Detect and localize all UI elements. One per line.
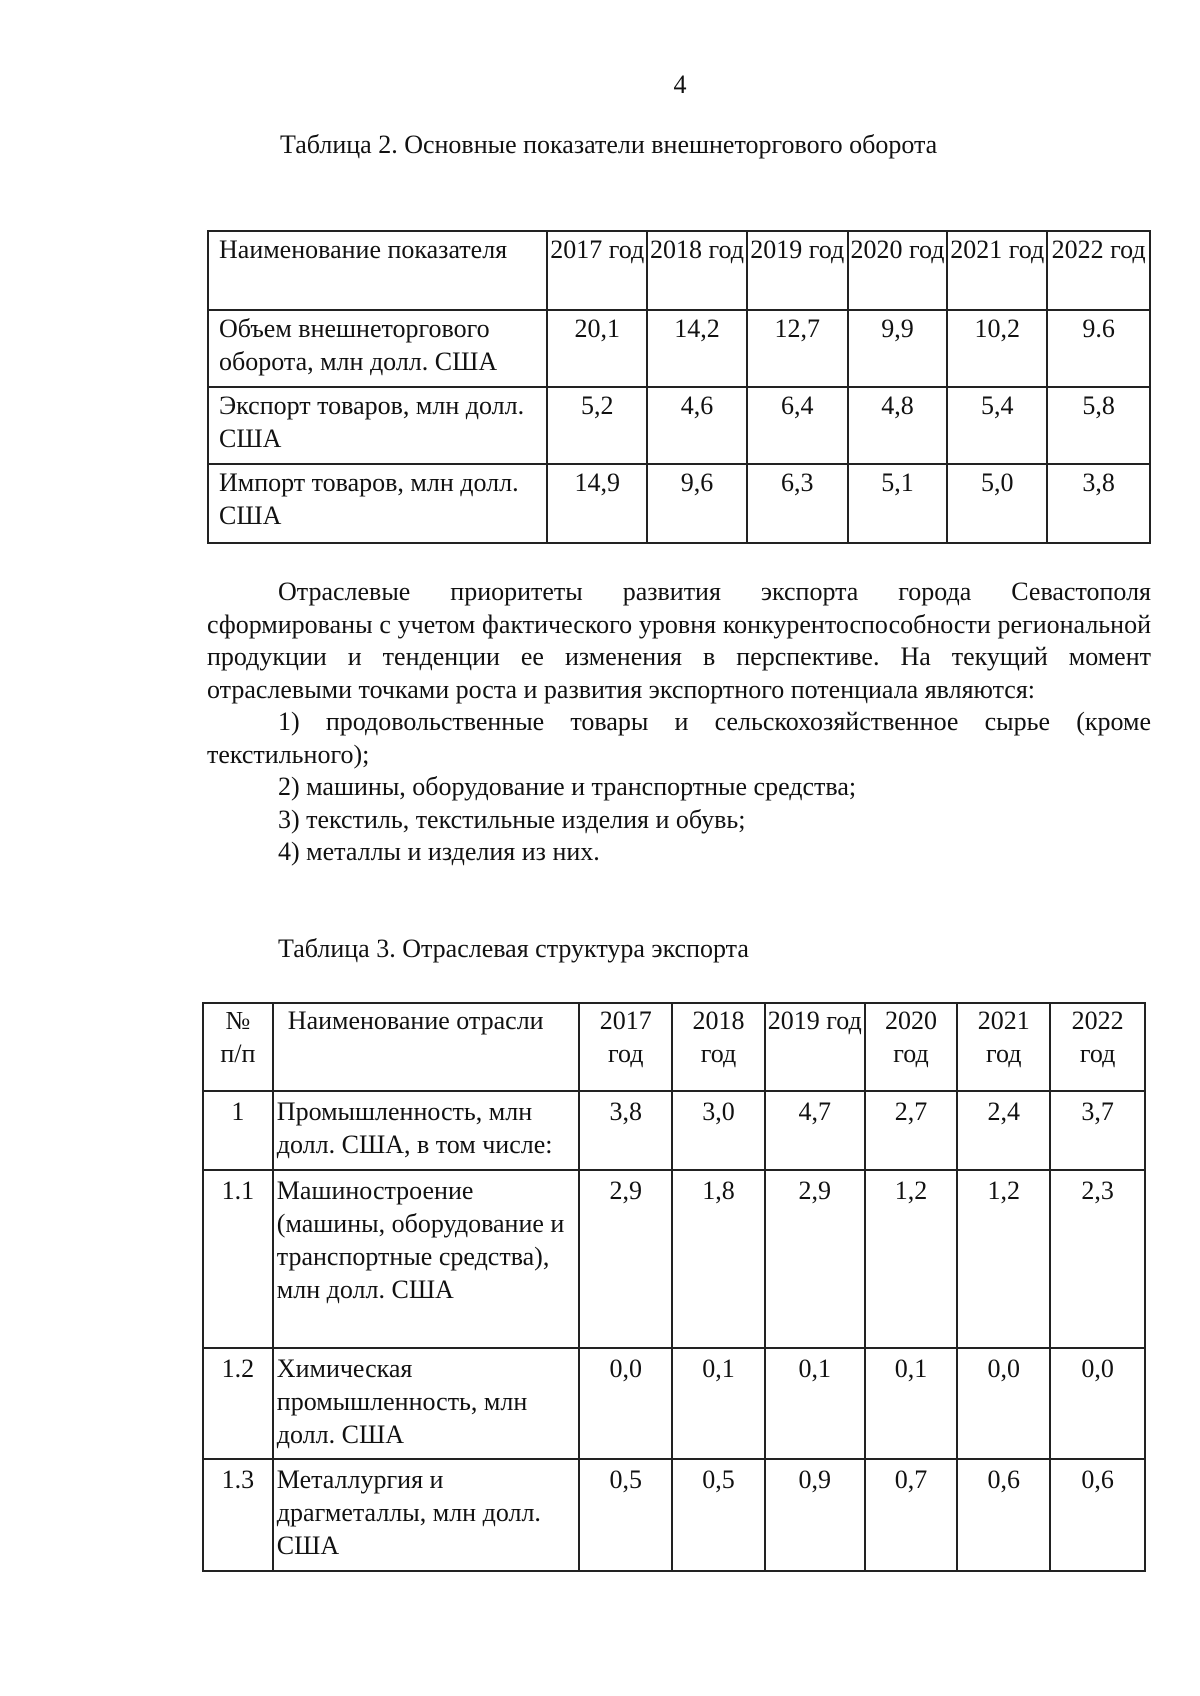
foreign-trade-table: [207, 230, 1151, 544]
header-no-line2: п/п: [220, 1039, 256, 1068]
table-cell: 0,1: [672, 1348, 765, 1459]
row-label: Химическая промышленность, млн долл. США: [273, 1348, 580, 1459]
row-number: 1.2: [203, 1348, 273, 1459]
table-row: [203, 1348, 1145, 1459]
row-label: Промышленность, млн долл. США, в том числе:: [273, 1091, 580, 1170]
table-cell: 5,1: [848, 464, 948, 543]
table-cell: 2,9: [579, 1170, 672, 1348]
table-cell: 1,8: [672, 1170, 765, 1348]
table-cell: 0,5: [672, 1459, 765, 1571]
table-row: [208, 310, 1150, 387]
header-cell: 2018 год: [647, 231, 747, 310]
row-label: Объем внешнеторгового оборота, млн долл. США: [208, 310, 547, 387]
table-cell: 20,1: [547, 310, 647, 387]
header-cell: Наименование отрасли: [273, 1003, 580, 1091]
table-cell: 9,9: [848, 310, 948, 387]
header-cell: 2018 год: [672, 1003, 765, 1091]
header-cell: 2020 год: [848, 231, 948, 310]
table-caption: Таблица 2. Основные показатели внешнеторгового оборота: [280, 130, 938, 159]
table-cell: 2,7: [865, 1091, 958, 1170]
table-cell: 6,3: [747, 464, 848, 543]
table-cell: 6,4: [747, 387, 848, 464]
table-caption: Таблица 3. Отраслевая структура экспорта: [278, 934, 749, 963]
list-item: 1) продовольственные товары и сельскохозяйственное сырье (кроме текстильного);: [207, 707, 1151, 769]
table-cell: 0,9: [765, 1459, 865, 1571]
table-cell: 0,6: [957, 1459, 1050, 1571]
table-cell: 5,8: [1047, 387, 1150, 464]
table-cell: 3,7: [1050, 1091, 1145, 1170]
header-cell: 2021 год: [947, 231, 1047, 310]
table-cell: 3,8: [579, 1091, 672, 1170]
row-label: Машиностроение (машины, оборудование и транспортные средства), млн долл. США: [273, 1170, 580, 1348]
table-cell: 4,6: [647, 387, 747, 464]
table-row: [203, 1170, 1145, 1348]
table-cell: 0,0: [957, 1348, 1050, 1459]
list-item: 2) машины, оборудование и транспортные средства;: [278, 772, 857, 801]
header-cell: 2022 год: [1050, 1003, 1145, 1091]
table-cell: 2,4: [957, 1091, 1050, 1170]
body-paragraph: Отраслевые приоритеты развития экспорта города Севастополя сформированы с учетом фактического уровня конкурентоспособности региональной продукции и тенденции ее изменения в перспективе. На текущий момент отраслевыми точками роста и развития экспортного потенциала являются:: [207, 577, 1151, 704]
table-cell: 2,9: [765, 1170, 865, 1348]
table-header-row: [208, 231, 1150, 310]
row-number: 1: [203, 1091, 273, 1170]
row-label: Импорт товаров, млн долл. США: [208, 464, 547, 543]
header-cell: 2017 год: [579, 1003, 672, 1091]
row-number: 1.1: [203, 1170, 273, 1348]
table-row: [208, 387, 1150, 464]
table-cell: 0,0: [579, 1348, 672, 1459]
table-row: [203, 1459, 1145, 1571]
row-label: Экспорт товаров, млн долл. США: [208, 387, 547, 464]
row-number: 1.3: [203, 1459, 273, 1571]
header-cell: 2019 год: [765, 1003, 865, 1091]
header-cell: 2019 год: [747, 231, 848, 310]
table-header-row: [203, 1003, 1145, 1091]
table-cell: 0,6: [1050, 1459, 1145, 1571]
table-cell: 2,3: [1050, 1170, 1145, 1348]
table-cell: 14,9: [547, 464, 647, 543]
table-cell: 5,2: [547, 387, 647, 464]
table-cell: 0,1: [865, 1348, 958, 1459]
table-row: [203, 1091, 1145, 1170]
table-cell: 3,8: [1047, 464, 1150, 543]
table-cell: 0,7: [865, 1459, 958, 1571]
table-cell: 4,8: [848, 387, 948, 464]
list-item: 4) металлы и изделия из них.: [278, 837, 600, 866]
header-cell: 2021 год: [957, 1003, 1050, 1091]
table-row: [208, 464, 1150, 543]
header-cell: 2017 год: [547, 231, 647, 310]
table-cell: 0,5: [579, 1459, 672, 1571]
export-structure-table: [202, 1002, 1146, 1572]
table-cell: 9.6: [1047, 310, 1150, 387]
table-cell: 14,2: [647, 310, 747, 387]
header-cell: 2020 год: [865, 1003, 958, 1091]
table-cell: 12,7: [747, 310, 848, 387]
table-cell: 9,6: [647, 464, 747, 543]
header-cell: 2022 год: [1047, 231, 1150, 310]
table-cell: 1,2: [957, 1170, 1050, 1348]
table-cell: 5,0: [947, 464, 1047, 543]
table-cell: 0,1: [765, 1348, 865, 1459]
body-text: [207, 576, 1151, 869]
table-cell: 10,2: [947, 310, 1047, 387]
page-number: 4: [673, 70, 687, 99]
table-cell: 3,0: [672, 1091, 765, 1170]
table-cell: 1,2: [865, 1170, 958, 1348]
row-label: Металлургия и драгметаллы, млн долл. США: [273, 1459, 580, 1571]
list-item: 3) текстиль, текстильные изделия и обувь;: [278, 804, 746, 834]
table-cell: 0,0: [1050, 1348, 1145, 1459]
header-no-line1: №: [225, 1006, 251, 1035]
header-cell: Наименование показателя: [208, 231, 547, 310]
table-cell: 4,7: [765, 1091, 865, 1170]
table-cell: 5,4: [947, 387, 1047, 464]
header-cell: [203, 1003, 273, 1091]
